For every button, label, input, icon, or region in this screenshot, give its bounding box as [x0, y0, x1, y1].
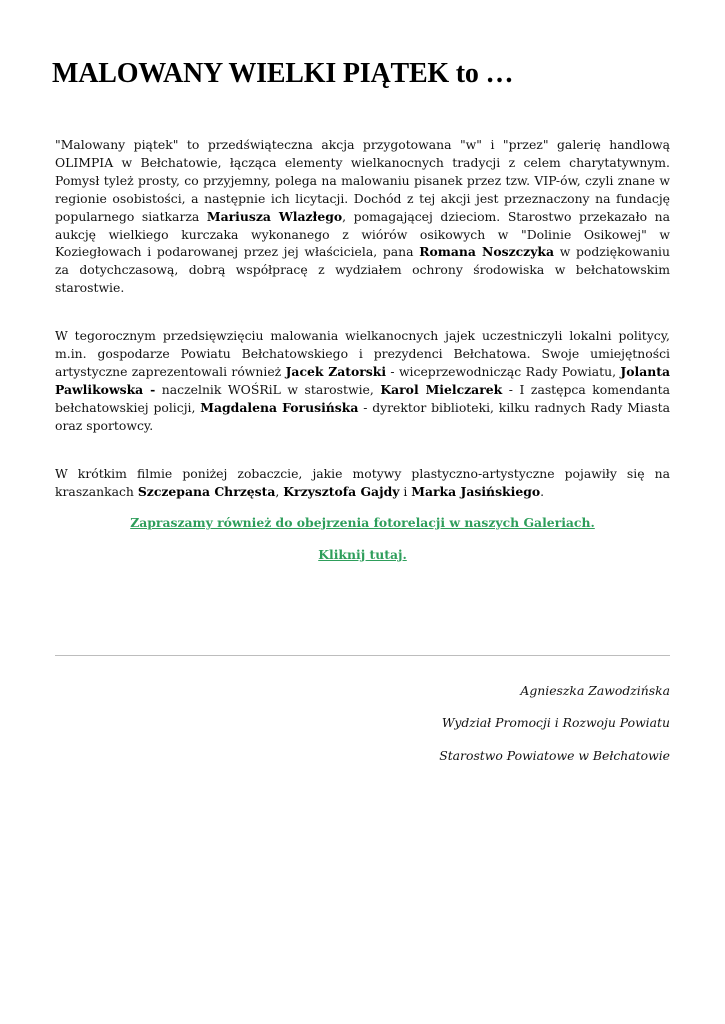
intro-paragraph: [55, 136, 670, 297]
click-here-line: [55, 546, 670, 564]
participants-paragraph: [55, 327, 670, 434]
bold-name: Jolanta Pawlikowska -: [55, 363, 670, 397]
paragraph-text: W tegorocznym przedsięwzięciu malowania wielkanocnych jajek uczestniczyli lokalni politycy, m.in. gospodarze Powiatu Bełchatowskiego i prezydenci Bełchatowa. Swoje umiejętności artystyczne zaprezentowali również: [55, 328, 670, 379]
paragraph-text: , pomagającej dzieciom. Starostwo przekazało na aukcję wielkiego kurczaka wykonanego z wiórów osikowych w "Dolinie Osikowej" w Koziegłowach i podarowanej przez jej właściciela, pana: [55, 208, 671, 260]
page-title: MALOWANY WIELKI PIĄTEK to …: [52, 58, 514, 89]
bold-name: Magdalena Forusińska: [200, 399, 359, 415]
gallery-link-line: [55, 514, 670, 532]
paragraph-text: - I zastępca komendanta bełchatowskiej policji,: [55, 381, 670, 415]
click-here-link[interactable]: Kliknij tutaj.: [318, 547, 407, 562]
bold-name: Marka Jasińskiego: [411, 483, 541, 499]
signature-author: Agnieszka Zawodzińska: [520, 683, 670, 698]
bold-name: Romana Noszczyka: [419, 244, 555, 260]
paragraph-text: "Malowany piątek" to przedświąteczna akcja przygotowana "w" i "przez" galerię handlową OLIMPIA w Bełchatowie, łącząca elementy wielkanocnych tradycji z celem charytatywnym. Pomysł tyleż prosty, co przyjemny, polega na malowaniu pisanek przez tzw. VIP-ów, czyli znane w regionie osobistości, a następnie ich licytacji. Dochód z tej akcji jest przeznaczony na fundację popularnego siatkarza: [55, 137, 670, 224]
signature-office: Starostwo Powiatowe w Bełchatowie: [439, 748, 670, 763]
film-paragraph: [55, 465, 670, 501]
bold-name: Mariusza Wlazłego: [206, 208, 343, 224]
paragraph-text: - dyrektor biblioteki, kilku radnych Rady Miasta oraz sportowcy.: [55, 399, 671, 433]
signature-department: Wydział Promocji i Rozwoju Powiatu: [441, 715, 670, 730]
bold-name: Jacek Zatorski: [285, 363, 387, 379]
bold-name: Krzysztofa Gajdy: [283, 483, 400, 499]
paragraph-text: W krótkim filmie poniżej zobaczcie, jakie motywy plastyczno-artystyczne pojawiły się na kraszankach: [55, 466, 670, 499]
paragraph-text: .: [540, 483, 545, 499]
paragraph-text: naczelnik WOŚRiL w starostwie,: [155, 381, 381, 397]
paragraph-text: i: [399, 483, 412, 499]
paragraph-text: ,: [275, 483, 284, 499]
gallery-link[interactable]: Zapraszamy również do obejrzenia fotorelacji w naszych Galeriach.: [130, 515, 595, 530]
paragraph-text: w podziękowaniu za dotychczasową, dobrą współpracę z wydziałem ochrony środowiska w bełchatowskim starostwie.: [55, 244, 671, 296]
paragraph-text: - wiceprzewodnicząc Rady Powiatu,: [386, 363, 621, 379]
bold-name: Karol Mielczarek: [380, 381, 503, 397]
bold-name: Szczepana Chrzęsta: [137, 483, 276, 499]
horizontal-divider: [55, 655, 670, 656]
